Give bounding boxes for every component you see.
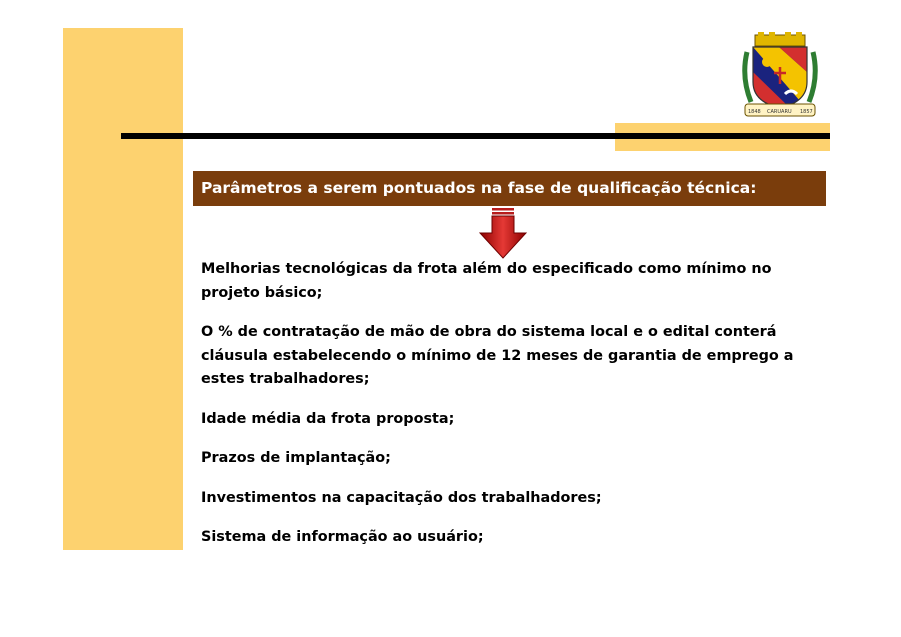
list-item: O % de contratação de mão de obra do sistema local e o edital conterá cláusula estabelecendo o mínimo de 12 meses de garantia de emprego a estes trabalhadores; — [201, 324, 794, 387]
crest-year-left: 1848 — [748, 109, 761, 115]
section-title: Parâmetros a serem pontuados na fase de qualificação técnica: — [201, 179, 757, 197]
left-accent-band — [63, 28, 183, 550]
list-item: Investimentos na capacitação dos trabalhadores; — [201, 489, 602, 506]
header-rule — [121, 133, 830, 139]
municipal-coat-of-arms-icon — [739, 32, 821, 118]
down-arrow-icon — [479, 208, 527, 260]
crest-year-right: 1857 — [800, 109, 813, 115]
section-title-bar — [193, 171, 826, 206]
list-item: Prazos de implantação; — [201, 450, 391, 466]
list-item: Idade média da frota proposta; — [201, 410, 455, 427]
crest-town: CARUARU — [767, 109, 792, 115]
list-item: Sistema de informação ao usuário; — [201, 529, 484, 545]
criteria-list — [201, 258, 821, 550]
list-item: Melhorias tecnológicas da frota além do especificado como mínimo no projeto básico; — [201, 261, 772, 301]
